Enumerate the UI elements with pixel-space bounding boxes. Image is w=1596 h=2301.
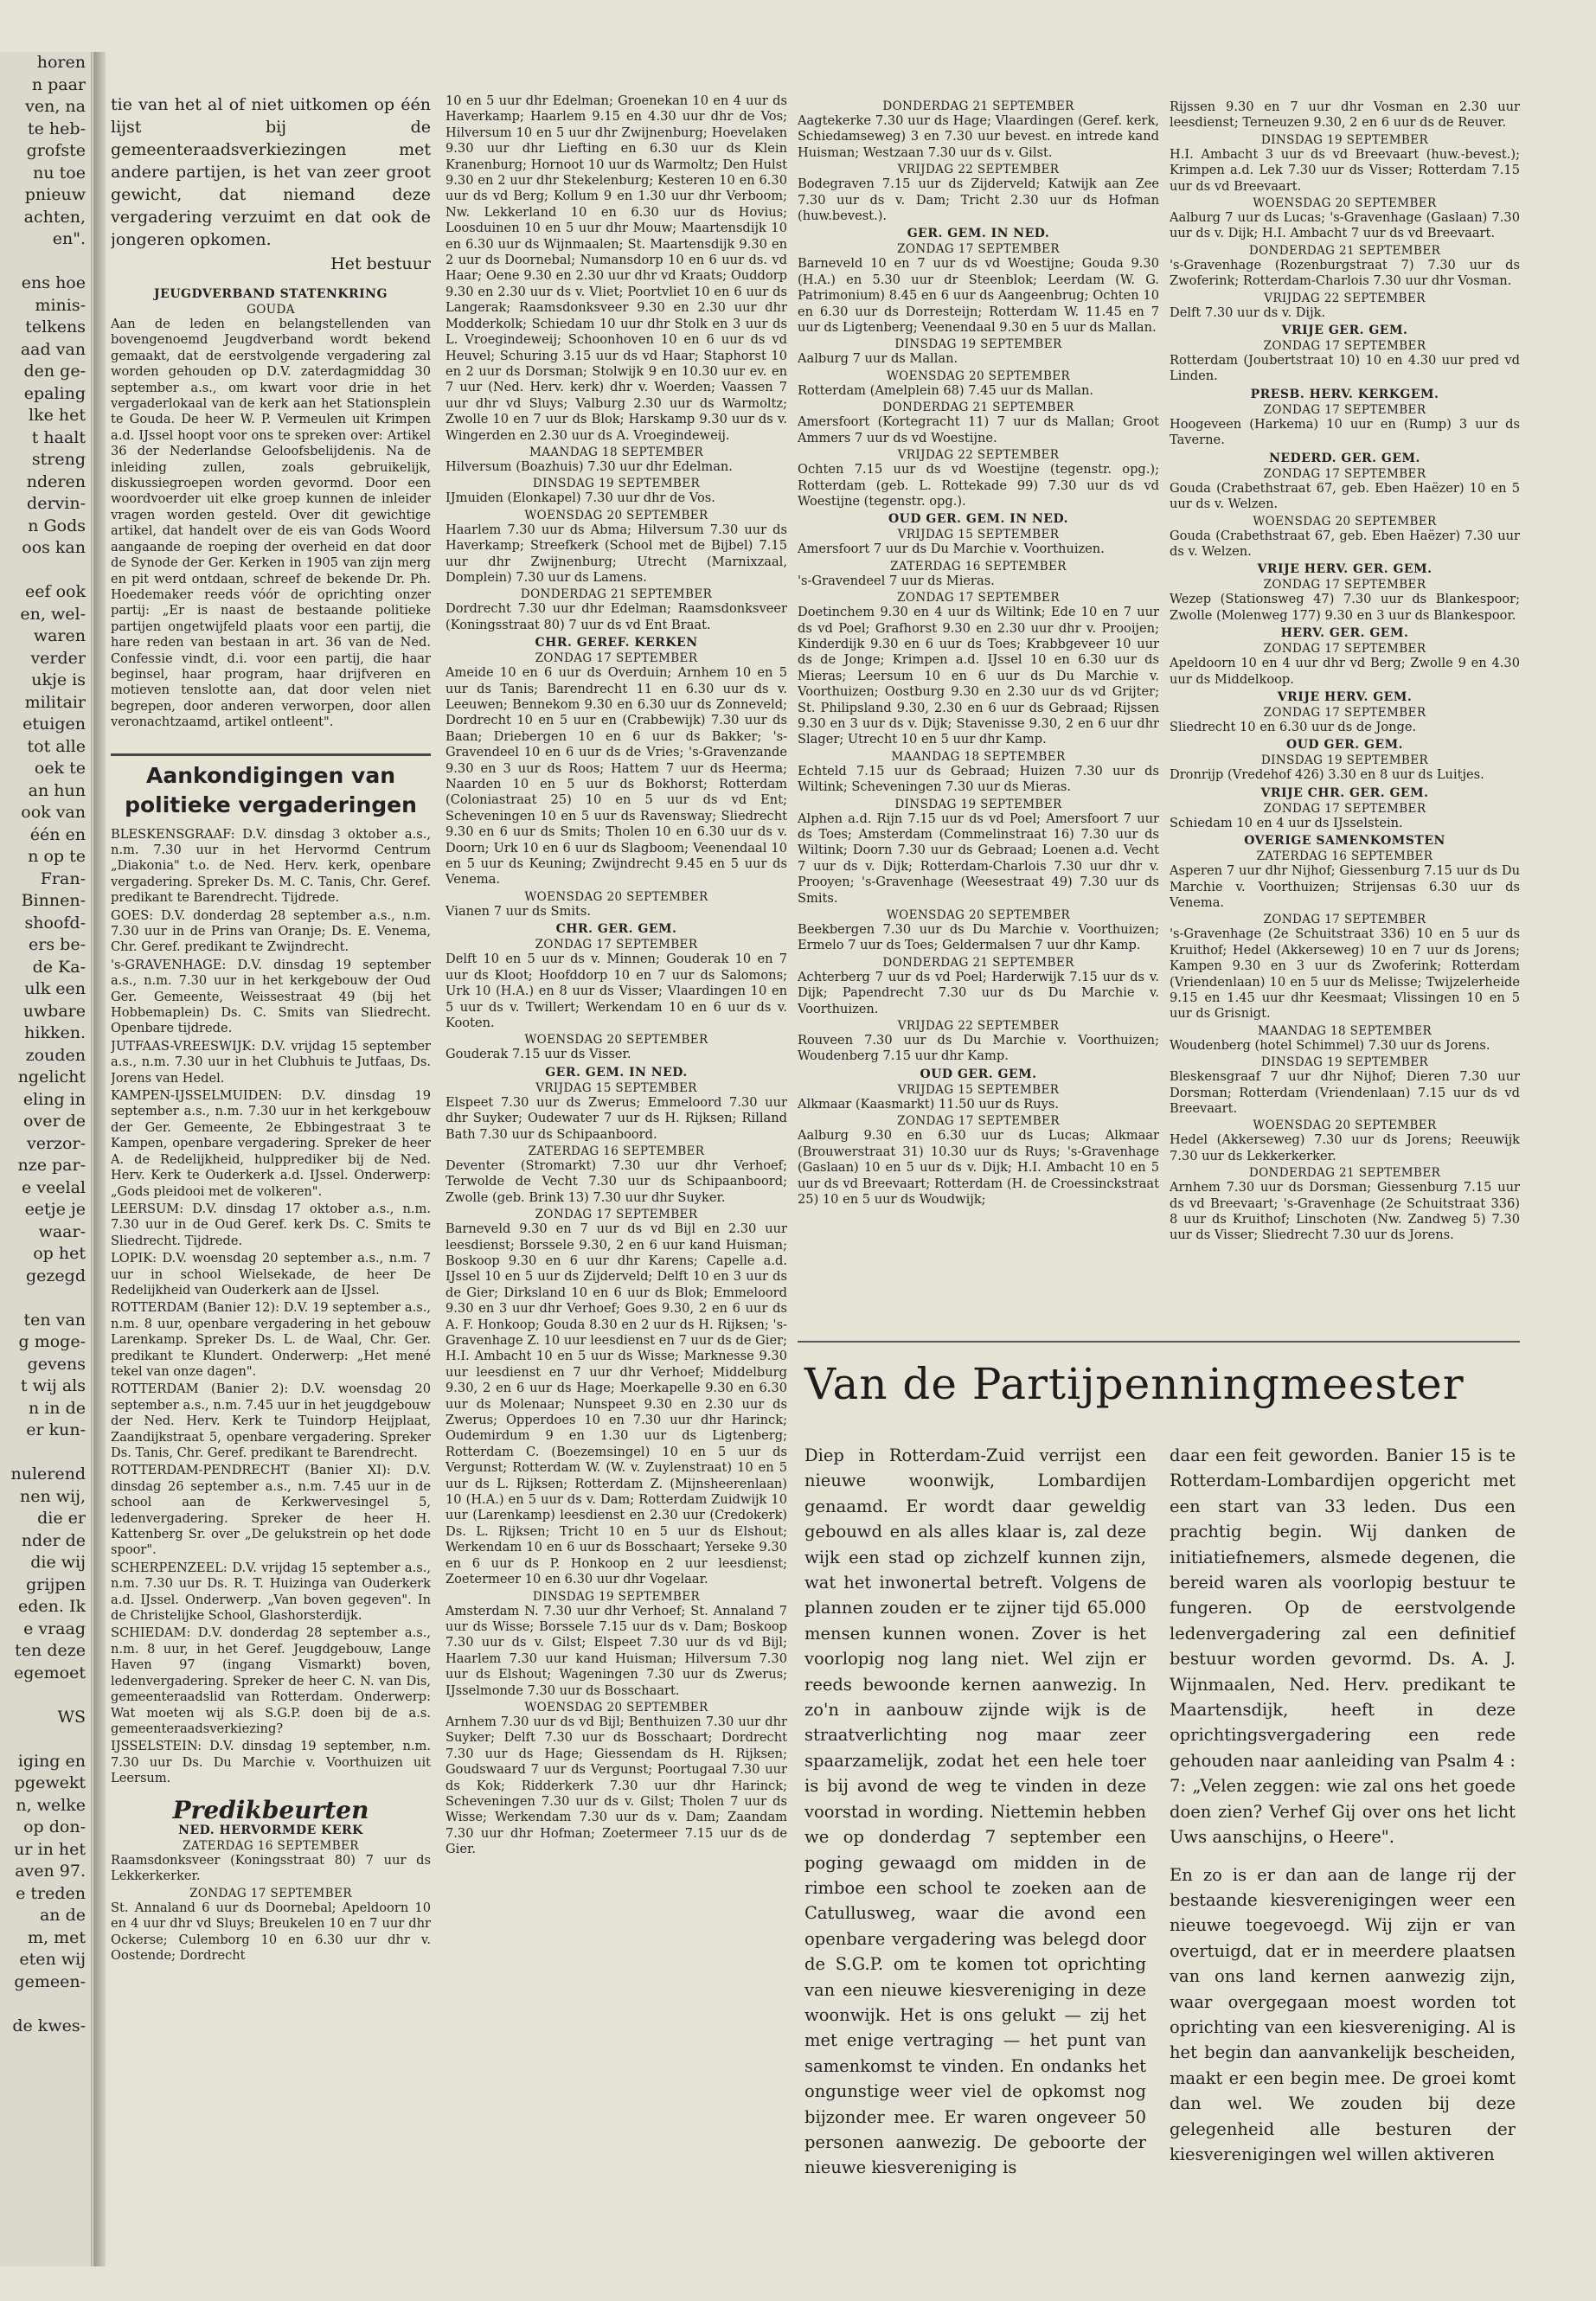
service-listing: Rouveen 7.30 uur ds Du Marchie v. Voorthuizen; Woudenberg 7.15 uur dhr Kamp. (798, 1033, 1159, 1064)
fragment-line: de Ka- (32, 957, 86, 977)
service-listing: Aagtekerke 7.30 uur ds Hage; Vlaardingen (Geref. kerk, Schiedamseweg) 3 en 7.30 uur bevest. en intrede kand Huisman; Westzaan 7.30 uur ds v. Gilst. (798, 113, 1159, 160)
service-listing: Vianen 7 uur ds Smits. (445, 903, 592, 919)
church-heading: NED. HERVORMDE KERK (178, 1823, 363, 1837)
announcement-item: GOES: D.V. donderdag 28 september a.s., n.m. 7.30 uur in de Prins van Oranje; Ds. E. Venema, Chr. Geref. predikant te Zwijndrecht. (111, 907, 431, 955)
service-listing: Amersfoort (Kortegracht 11) 7 uur ds Mallan; Groot Ammers 7 uur ds vd Woestijne. (798, 414, 1159, 445)
fragment-line: Binnen- (21, 891, 86, 910)
day-heading: ZONDAG 17 SEPTEMBER (189, 1886, 352, 1900)
day-heading: WOENSDAG 20 SEPTEMBER (886, 908, 1071, 923)
church-heading: OUD GER. GEM. (1286, 738, 1403, 753)
predikbeurten-col1 (111, 1823, 431, 1964)
day-heading: DINSDAG 19 SEPTEMBER (532, 1589, 701, 1604)
day-heading: ZONDAG 17 SEPTEMBER (535, 938, 698, 952)
fragment-line: eetje je (24, 1200, 86, 1219)
fragment-line: streng (31, 450, 86, 469)
church-heading: CHR. GER. GEM. (555, 922, 677, 937)
fragment-line: eden. Ik (18, 1597, 86, 1616)
day-heading: ZONDAG 17 SEPTEMBER (1263, 642, 1426, 657)
day-heading: WOENSDAG 20 SEPTEMBER (524, 1033, 708, 1048)
service-listing: Dronrijp (Vredehof 426) 3.30 en 8 uur ds Luitjes. (1170, 767, 1484, 783)
fragment-line: waren (33, 626, 86, 645)
fragment-line: ukje is (31, 670, 86, 689)
fragment-line: ens hoe (21, 273, 86, 292)
fragment-line: iging en (17, 1751, 86, 1771)
fragment-line: ten deze (15, 1641, 86, 1660)
aankondigingen-title: Aankondigingen van politieke vergaderingen (111, 753, 431, 820)
fragment-line: grofste (26, 141, 86, 160)
service-listing: Barneveld 9.30 en 7 uur ds vd Bijl en 2.30 uur leesdienst; Borssele 9.30, 2 en 6 uur kand Huisman; Boskoop 9.30 en 6 uur dhr Karens; Capelle a.d. IJssel 10 en 5 uur ds Zijderveld; Delft 10 en 3 uur ds de Gier; Dirksland 10 en 6 uur ds Blok; Emmeloord 9.30 en 3 uur dhr Verhoef; Goes 9.30, 2 en 6 uur ds A. F. Honkoop; Gouda 8.30 en 2 uur ds H. Rijksen; 's-Gravenhage Z. 10 uur leesdienst en 7 uur ds de Gier; H.I. Ambacht 10 en 5 uur ds Wisse; Marknesse 9.30 uur leesdienst en 7 uur dhr Verhoef; Middelburg 9.30, 2 en 6 uur ds Hage; Moerkapelle 9.30 en 6.30 uur ds Molenaar; Nunspeet 9.30 en 2.30 uur ds Zwerus; Opperdoes 10 en 7.30 uur dhr Harinck; Oudemirdum 9 en 1.30 uur ds Ligtenberg; Rotterdam C. (Boezemsingel) 10 en 5 uur ds Vergunst; Rotterdam W. (W. v. Zuylenstraat) 10 en 5 uur ds L. Rijksen; Rotterdam Z. (Mijnsheerenlaan) 10 (H.A.) en 5 uur ds v. Dam; Rotterdam Zuidwijk 10 uur (Larenkamp) leesdienst en 2.30 uur (Credokerk) Ds. L. Rijksen; Tricht 10 en 5 uur ds Elshout; Werkendam 10 en 6 uur ds Bosschaart; Yerseke 9.30 en 6 uur ds P. Honkoop en 2 uur leesdienst; Zoetermeer 10 en 6.30 uur dhr Vogelaar. (445, 1221, 787, 1587)
fragment-line: en". (52, 229, 86, 248)
fragment-line: ulk een (24, 979, 86, 998)
church-heading: HERV. GER. GEM. (1280, 626, 1409, 641)
announcement-item: JUTFAAS-VREESWIJK: D.V. vrijdag 15 september a.s., n.m. 7.30 uur in het Clubhuis te Jutfaas, Ds. Jorens van Hedel. (111, 1038, 431, 1086)
service-listing: Dordrecht 7.30 uur dhr Edelman; Raamsdonksveer (Koningsstraat 80) 7 uur ds vd Ent Braat. (445, 601, 787, 632)
announcement-item: ROTTERDAM (Banier 12): D.V. 19 september a.s., n.m. 8 uur, openbare vergadering in het gebouw Larenkamp. Spreker Ds. L. de Waal, Chr. Ger. predikant te Klundert. Onderwerp: „Het mené tekel van onze dagen". (111, 1300, 431, 1379)
day-heading: ZONDAG 17 SEPTEMBER (1263, 339, 1426, 354)
church-heading: VRIJE CHR. GER. GEM. (1260, 785, 1429, 800)
day-heading: VRIJDAG 22 SEPTEMBER (1264, 291, 1426, 305)
fragment-line: over de (23, 1112, 86, 1131)
fragment-line: ngelicht (17, 1067, 86, 1086)
service-listing: Asperen 7 uur dhr Nijhof; Giessenburg 7.15 uur ds Du Marchie v. Voorthuizen; Strijensas 6.30 uur ds Venema. (1170, 863, 1520, 910)
fragment-line: tot alle (27, 736, 86, 756)
day-heading: WOENSDAG 20 SEPTEMBER (1253, 196, 1437, 211)
fragment-line: pnieuw (24, 185, 86, 204)
service-listing: Ochten 7.15 uur ds vd Woestijne (tegenstr. opg.); Rotterdam (geb. L. Rottekade 99) 7.30 uur ds vd Woestijne (tegenstr. opg.). (798, 462, 1159, 509)
fragment-line: e treden (16, 1883, 86, 1903)
service-listing: Arnhem 7.30 uur ds Dorsman; Giessenburg 7.15 uur ds vd Breevaart; 's-Gravenhage (2e Schuitstraat 336) 8 uur ds Kruithof; Linschoten (Nw. Zandweg 5) 7.30 uur ds Visser; Sliedrecht 7.30 uur ds Jorens. (1170, 1180, 1520, 1243)
fragment-line: dervin- (27, 494, 86, 513)
day-heading: DINSDAG 19 SEPTEMBER (894, 337, 1062, 352)
article-paragraph: daar een feit geworden. Banier 15 is te Rotterdam-Lombardijen opgericht met een start van 33 leden. Dus een prachtig begin. Wij danken de initiatiefnemers, alsmede degenen, die bereid waren als voorlopig bestuur te fungeren. Op de eerstvolgende ledenvergadering zal een definitief bestuur worden gevormd. Ds. A. J. Wijnmaalen, Ned. Herv. predikant te Maartensdijk, heeft in deze oprichtingsvergadering een rede gehouden naar aanleiding van Psalm 4 : 7: „Velen zeggen: wie zal ons het goede doen zien? Verhef Gij over ons het licht Uws aanschijns, o Heere". (1170, 1445, 1516, 1848)
day-heading: ZATERDAG 16 SEPTEMBER (890, 559, 1067, 574)
day-heading: WOENSDAG 20 SEPTEMBER (524, 508, 708, 522)
fragment-line: Fran- (40, 868, 86, 888)
service-listing: Aalburg 9.30 en 6.30 uur ds Lucas; Alkmaar (Brouwerstraat 31) 10.30 uur ds Ruys; 's-Gravenhage (Gaslaan) 10 en 5 uur ds v. Dijk; H.I. Ambacht 10 en 5 uur ds vd Breevaart; Rotterdam (H. de Croessinckstraat 25) 10 en 5 uur ds Woudwijk; (798, 1128, 1159, 1207)
fragment-line: hikken. (24, 1023, 86, 1042)
service-listing: Elspeet 7.30 uur ds Zwerus; Emmeloord 7.30 uur dhr Suyker; Oudewater 7 uur ds H. Rijksen; Rilland Bath 7.30 uur ds Schipaanboord. (445, 1094, 787, 1142)
service-listing: Aalburg 7 uur ds Lucas; 's-Gravenhage (Gaslaan) 7.30 uur ds v. Dijk; H.I. Ambacht 7 uur ds vd Breevaart. (1170, 210, 1520, 241)
day-heading: MAANDAG 18 SEPTEMBER (891, 749, 1066, 764)
fragment-line: lke het (29, 406, 86, 425)
day-heading: VRIJDAG 22 SEPTEMBER (897, 448, 1060, 463)
day-heading: DONDERDAG 21 SEPTEMBER (882, 955, 1074, 970)
day-heading: VRIJDAG 15 SEPTEMBER (897, 528, 1060, 542)
fragment-line: n in de (28, 1398, 86, 1418)
fragment-line: aven 97. (15, 1862, 86, 1881)
fragment-line: g moge- (18, 1332, 86, 1351)
fragment-line (0, 251, 91, 273)
service-listing: Amsterdam N. 7.30 uur dhr Verhoef; St. Annaland 7 uur ds Wisse; Borssele 7.15 uur ds v. Dam; Boskoop 7.30 uur ds v. Gilst; Elspeet 7.30 uur ds vd Bijl; Haarlem 7.30 uur kand Huisman; Hilversum 7.30 uur ds Elshout; Wageningen 7.30 uur ds Zwerus; IJsselmonde 7.30 uur ds Bosschaart. (445, 1603, 787, 1698)
day-heading: DINSDAG 19 SEPTEMBER (1260, 132, 1429, 147)
article-paragraph: En zo is er dan aan de lange rij der bestaande kiesverenigingen weer een nieuwe toegevoegd. Wij zijn er van overtuigd, dat er in meerdere plaatsen van ons land kernen aanwezig zijn, waar overgegaan moest worden tot oprichting van een kiesvereniging. Al is het begin dan aanvankelijk bescheiden, maakt er een begin mee. De groei komt dan wel. We zouden bij deze gelegenheid alle besturen der kiesverenigingen wel willen aktiveren (1170, 1864, 1516, 2164)
article-paragraph: Diep in Rotterdam-Zuid verrijst een nieuwe woonwijk, Lombardijen genaamd. Er wordt daar geweldig gebouwd en als alles klaar is, zal deze wijk een stad op zichzelf kunnen zijn, wat het inwonertal betreft. Volgens de plannen zouden er te zijner tijd 65.000 mensen kunnen wonen. Zover is het voorlopig nog lang niet. Wel zijn er reeds bewoonde kernen aanwezig. In zo'n in aanbouw zijnde wijk is de straatverlichting nog maar zeer spaarzamelijk, zodat het een hele toer is bij avond de weg te vinden in deze voorstad in wording. Niettemin hebben we op donderdag 7 september een poging gewaagd om midden in de rimboe een school te zoeken aan de Catullusweg, waar die avond een openbare vergadering was belegd door de S.G.P. om te komen tot oprichting van een nieuwe kiesvereniging in deze woonwijk. Het is ons gelukt — zij het met enige vertraging — het punt van samenkomst te vinden. En ondanks het ongunstige weer viel de opkomst nog bijzonder mee. Er waren ongeveer 50 personen aanwezig. De geboorte der nieuwe kiesvereniging is (804, 1445, 1146, 2178)
fragment-line: oos kan (22, 538, 86, 557)
service-listing: Gouda (Crabethstraat 67, geb. Eben Haëzer) 7.30 uur ds v. Welzen. (1170, 528, 1520, 559)
day-heading: WOENSDAG 20 SEPTEMBER (1253, 514, 1437, 529)
fragment-line: t haalt (31, 427, 86, 447)
day-heading: ZONDAG 17 SEPTEMBER (1263, 801, 1426, 816)
fragment-line: nze par- (17, 1156, 86, 1175)
announcement-item: 's-GRAVENHAGE: D.V. dinsdag 19 september a.s., n.m. 7.30 uur in het kerkgebouw der Oud Ger. Gemeente, Weissestraat 49 (bij het Hobbemaplein) Ds. C. Smits van Sliedrecht. Openbare tijdrede. (111, 957, 431, 1036)
fragment-line: nderen (26, 471, 86, 491)
fragment-line: waar- (38, 1221, 86, 1241)
fragment-line: m, met (28, 1927, 86, 1947)
day-heading: ZATERDAG 16 SEPTEMBER (183, 1838, 359, 1853)
fragment-line: één en (29, 824, 86, 844)
fragment-line: nder de (21, 1530, 86, 1550)
announcement-list (111, 827, 431, 1787)
day-heading: DONDERDAG 21 SEPTEMBER (882, 401, 1074, 415)
announcement-item: IJSSELSTEIN: D.V. dinsdag 19 september, n.m. 7.30 uur Ds. Du Marchie v. Voorthuizen uit Leersum. (111, 1739, 431, 1786)
jeugdverband-text: Aan de leden en belangstellenden van bovengenoemd Jeugdverband wordt bekend gemaakt, dat de eerstvolgende vergadering zal worden gehouden op D.V. zaterdagmiddag 30 september a.s., om kwart voor drie in het vergaderlokaal van de kerk aan het Stationsplein te Gouda. De heer W. P. Vermeulen uit Krimpen a.d. IJssel hoopt voor ons te spreken over: Artikel 36 der Nederlandse Geloofsbelijdenis. Na de inleiding zullen, zoals gebruikelijk, diskussiegroepen worden gevormd. Door een woordvoerder uit elke groep kunnen de inleider vragen worden gesteld. Over dit gewichtige artikel, dat handelt over de eis van Gods Woord aangaande de roeping der overheid en dat door de Synode der Ger. Kerken in 1905 van zijn merg en pit werd ontdaan, schreef de bekende Dr. Ph. Hoedemaker reeds vóór de oprichting onzer partij: „Er is naast de bestaande politieke partijen ongetwijfeld plaats voor een partij, die hare reden van bestaan in art. 36 van de Ned. Confessie vindt, d.i. voor een partij, die haar beginsel, haar program, haar drijfveren en motieven tenslotte aan, dat door velen niet begrepen, door anderen verworpen, door allen veronachtzaamd, artikel ontleent". (111, 317, 431, 730)
service-listing: Delft 7.30 uur ds v. Dijk. (1170, 304, 1326, 320)
fragment-line (0, 1684, 91, 1707)
service-listing: Deventer (Stromarkt) 7.30 uur dhr Verhoef; Terwolde de Vecht 7.30 uur ds Schipaanboord; Zwolle (geb. Brink 13) 7.30 uur dhr Suyker. (445, 1157, 787, 1205)
fragment-line (0, 1728, 91, 1751)
fragment-line: n op te (28, 847, 86, 866)
day-heading: ZONDAG 17 SEPTEMBER (1263, 402, 1426, 417)
day-heading: ZONDAG 17 SEPTEMBER (897, 591, 1060, 606)
fragment-line: e vraag (23, 1618, 86, 1638)
column-3 (798, 99, 1159, 1336)
fragment-line: zouden (25, 1045, 86, 1065)
fragment-line: epaling (23, 383, 86, 403)
service-listing: Woudenberg (hotel Schimmel) 7.30 uur ds Jorens. (1170, 1037, 1490, 1053)
fragment-line: den ge- (23, 362, 86, 381)
church-heading: OUD GER. GEM. IN NED. (888, 512, 1068, 527)
service-listing: Sliedrecht 10 en 6.30 uur ds de Jonge. (1170, 719, 1417, 734)
service-listing: Wezep (Stationsweg 47) 7.30 uur ds Blankespoor; Zwolle (Molenweg 177) 9.30 en 3 uur ds Blankespoor. (1170, 592, 1520, 623)
fragment-line: de kwes- (12, 2016, 86, 2035)
announcement-item: ROTTERDAM (Banier 2): D.V. woensdag 20 september a.s., n.m. 7.45 uur in het jeugdgebouw der Ned. Herv. Kerk te Tuindorp Heijplaat, Zaandijkstraat 5, openbare vergadering. Spreker Ds. Tanis, Chr. Geref. predikant te Barendrecht. (111, 1381, 431, 1460)
column-1 (111, 93, 431, 2256)
predikbeurten-title: Predikbeurten (172, 1795, 369, 1824)
service-listing: Doetinchem 9.30 en 4 uur ds Wiltink; Ede 10 en 7 uur ds vd Poel; Grafhorst 9.30 en 2.30 uur dhr v. Prooijen; Kinderdijk 9.30 en 6 uur ds Toes; Krabbgeveer 10 uur ds de Jonge; Krimpen a.d. IJssel 10 en 6.30 uur ds Mieras; Leersum 10 en 6 uur ds Du Marchie v. Voorthuizen; Oostburg 9.30 en 2.30 uur ds vd Grijter; St. Philipsland 9.30, 2.30 en 6 uur ds Gebraad; Rijssen 9.30 en 3 uur ds v. Dijk; Stavenisse 9.30, 2 en 6 uur dhr Slager; Utrecht 10 en 5 uur dhr Kamp. (798, 605, 1159, 747)
service-listing: 's-Gravendeel 7 uur ds Mieras. (798, 573, 995, 588)
fragment-line: pgewekt (14, 1773, 86, 1792)
day-heading: VRIJDAG 22 SEPTEMBER (897, 163, 1060, 177)
church-heading: GER. GEM. IN NED. (545, 1065, 688, 1080)
church-heading: OUD GER. GEM. (920, 1067, 1037, 1081)
service-listing: Gouderak 7.15 uur ds Visser. (445, 1047, 631, 1062)
day-heading: ZONDAG 17 SEPTEMBER (897, 1114, 1060, 1129)
article-column-a (804, 1443, 1146, 2273)
fragment-line: gezegd (26, 1266, 86, 1285)
day-heading: DONDERDAG 21 SEPTEMBER (1248, 243, 1441, 258)
article-column-b (1170, 1443, 1516, 2273)
service-listing: H.I. Ambacht 3 uur ds vd Breevaart (huw.-bevest.); Krimpen a.d. Lek 7.30 uur ds Visser; Rotterdam 7.15 uur ds vd Breevaart. (1170, 146, 1520, 194)
fragment-line: op het (33, 1244, 86, 1263)
fragment-line: die wij (30, 1553, 86, 1572)
announcement-item: BLESKENSGRAAF: D.V. dinsdag 3 oktober a.s., n.m. 7.30 uur in het Hervormd Centrum „Diakonia" t.o. de Ned. Herv. kerk, openbare vergadering. Spreker Ds. M. C. Tanis, Chr. Geref. predikant te Barendrecht. Tijdrede. (111, 826, 431, 906)
fragment-line: verder (30, 648, 86, 668)
fragment-line: telkens (25, 317, 86, 336)
jeugdverband-title: JEUGDVERBAND STATENKRING (154, 287, 388, 301)
fragment-line: n paar (31, 74, 86, 94)
partijpenningmeester-title: Van de Partijpenningmeester (804, 1359, 1465, 1409)
announcement-item: LOPIK: D.V. woensdag 20 september a.s., n.m. 7 uur in school Wielsekade, de heer De Redelijkheid van Ouderkerk aan de IJssel. (111, 1251, 431, 1298)
fragment-line: ur in het (14, 1839, 86, 1859)
adjacent-page-fragment (0, 52, 93, 2266)
fragment-line: eten wij (19, 1950, 86, 1969)
church-heading: NEDERD. GER. GEM. (1269, 451, 1420, 465)
fragment-line: ten van (23, 1310, 86, 1330)
church-heading: CHR. GEREF. KERKEN (535, 636, 698, 651)
service-listing: 10 en 5 uur dhr Edelman; Groenekan 10 en 4 uur ds Haverkamp; Haarlem 9.15 en 4.30 uur dhr de Vos; Hilversum 10 en 5 uur dhr Zwijnenburg; Hoevelaken 9.30 uur dhr Liefting en 6.30 uur ds Klein Kranenburg; Hornoot 10 uur ds Warmoltz; Den Hulst 9.30 en 2 uur dhr Stekelenburg; Kesteren 10 en 6.30 uur ds vd Berg; Kollum 9 en 1.30 uur dhr Verboom; Nw. Lekkerland 10 en 6.30 uur ds Hovius; Loosduinen 10 en 5 uur dhr Mouw; Maartensdijk 10 en 6.30 uur ds Wijnmaalen; St. Maartensdijk 9.30 en 2 uur ds Doornebal; Numansdorp 10 en 6 uur ds. vd Haar; Oene 9.30 en 2.30 uur dhr vd Kraats; Ouddorp 9.30 en 2.30 uur ds v. Vliet; Poortvliet 10 en 6 uur ds Langerak; Raamsdonksveer 9.30 en 2.30 uur dhr Modderkolk; Schiedam 10 uur dhr Stolk en 3 uur ds L. Vroegindeweij; Schoonhoven 10 en 6 uur ds vd Heuvel; Schuring 3.15 uur ds vd Haar; Staphorst 10 en 2 uur ds Dorsman; Stolwijk 9 en 10.30 uur ev. en 7 uur (Ned. Herv. kerk) dhr v. Woerden; Vaassen 7 uur dhr vd Sluys; Valburg 2.30 uur ds Warmoltz; Zwolle 10 en 7 uur ds Blok; Harskamp 9.30 uur ds v. Wingerden en 2.30 uur ds A. Vroegindeweij. (445, 93, 787, 443)
service-listing: 's-Gravenhage (Rozenburgstraat 7) 7.30 uur ds Zwoferink; Rotterdam-Charlois 7.30 uur dhr Vosman. (1170, 257, 1520, 289)
day-heading: DINSDAG 19 SEPTEMBER (894, 797, 1062, 811)
fragment-line: te heb- (28, 119, 86, 138)
fragment-line (0, 560, 91, 582)
fragment-line: oek te (34, 759, 86, 778)
service-listing: St. Annaland 6 uur ds Doornebal; Apeldoorn 10 en 4 uur dhr vd Sluys; Breukelen 10 en 7 uur dhr Ockerse; Culemborg 10 en 6.30 uur dhr v. Oostende; Dordrecht (111, 1900, 431, 1963)
service-listing: Alphen a.d. Rijn 7.15 uur ds vd Poel; Amersfoort 7 uur ds Toes; Amsterdam (Commelinstraat 16) 7.30 uur ds Wiltink; Doorn 7.30 uur ds Gebraad; Loenen a.d. Vecht 7 uur ds v. Dijk; Rotterdam-Charlois 7.30 uur dhr v. Prooyen; 's-Gravenhage (Weesestraat 49) 7.30 uur ds Smits. (798, 811, 1159, 906)
fragment-line: minis- (35, 295, 86, 315)
day-heading: ZONDAG 17 SEPTEMBER (897, 242, 1060, 257)
service-listing: Delft 10 en 5 uur ds v. Minnen; Gouderak 10 en 7 uur ds Kloot; Hoofddorp 10 en 7 uur ds Salomons; Urk 10 (H.A.) en 8 uur ds Visser; Vlaardingen 10 en 5 uur ds v. Twillert; Werkendam 10 en 6 uur ds v. Kooten. (445, 952, 787, 1030)
fragment-line: gevens (27, 1354, 86, 1374)
fragment-line (0, 1993, 91, 2016)
church-heading: VRIJE GER. GEM. (1281, 324, 1408, 338)
service-listing: Amersfoort 7 uur ds Du Marchie v. Voorthuizen. (798, 542, 1105, 557)
service-listing: Bodegraven 7.15 uur ds Zijderveld; Katwijk aan Zee 7.30 uur ds v. Dam; Tricht 2.30 uur ds Hofman (huw.bevest.). (798, 176, 1159, 224)
day-heading: WOENSDAG 20 SEPTEMBER (1253, 1118, 1437, 1133)
service-listing: Apeldoorn 10 en 4 uur dhr vd Berg; Zwolle 9 en 4.30 uur ds Middelkoop. (1170, 656, 1520, 687)
fragment-line: grijpen (26, 1574, 86, 1594)
day-heading: DINSDAG 19 SEPTEMBER (1260, 1055, 1429, 1070)
fragment-line: ook van (21, 803, 86, 822)
day-heading: WOENSDAG 20 SEPTEMBER (524, 889, 708, 904)
section-rule (798, 1341, 1520, 1343)
service-listing: Hedel (Akkerseweg) 7.30 uur ds Jorens; Reeuwijk 7.30 uur ds Lekkerkerker. (1170, 1132, 1520, 1163)
service-listing: Hoogeveen (Harkema) 10 uur en (Rump) 3 uur ds Taverne. (1170, 416, 1520, 448)
church-heading: VRIJE HERV. GEM. (1277, 689, 1413, 704)
fragment-line: e veelal (22, 1177, 86, 1197)
church-heading: GER. GEM. IN NED. (907, 227, 1050, 241)
service-listing: Hilversum (Boazhuis) 7.30 uur dhr Edelman. (445, 458, 733, 474)
day-heading: VRIJDAG 15 SEPTEMBER (897, 1082, 1060, 1097)
day-heading: ZATERDAG 16 SEPTEMBER (528, 1144, 705, 1158)
service-listing: Aalburg 7 uur ds Mallan. (798, 351, 958, 367)
service-listing: Beekbergen 7.30 uur ds Du Marchie v. Voorthuizen; Ermelo 7 uur ds Toes; Geldermalsen 7 uur dhr Kamp. (798, 922, 1159, 953)
day-heading: MAANDAG 18 SEPTEMBER (529, 445, 704, 459)
day-heading: DONDERDAG 21 SEPTEMBER (1248, 1166, 1441, 1181)
fragment-line: verzor- (26, 1133, 86, 1153)
day-heading: MAANDAG 18 SEPTEMBER (1257, 1023, 1433, 1038)
day-heading: ZATERDAG 16 SEPTEMBER (1256, 849, 1433, 864)
fragment-line: nu toe (33, 163, 86, 183)
fragment-line: gemeen- (14, 1971, 86, 1991)
service-listing: Gouda (Crabethstraat 67, geb. Eben Haëzer) 10 en 5 uur ds v. Welzen. (1170, 480, 1520, 512)
service-listing: Bleskensgraaf 7 uur dhr Nijhof; Dieren 7.30 uur Dorsman; Rotterdam (Vriendenlaan) 7.15 uur ds vd Breevaart. (1170, 1069, 1520, 1117)
fragment-line: en, wel- (20, 604, 86, 624)
announcement-item: KAMPEN-IJSSELMUIDEN: D.V. dinsdag 19 september a.s., n.m. 7.30 uur in het kerkgebouw der Ger. Gemeente, 2e Ebbingestraat 3 te Kampen, openbare vergadering. Spreker de heer A. de Redelijkheid, hulpprediker bij de Ned. Herv. Kerk te Ouderkerk a.d. IJssel. Onderwerp: „Gods pleidooi met de volkeren". (111, 1088, 431, 1199)
fragment-line: t wij als (20, 1376, 86, 1395)
fragment-line: eling in (22, 1089, 86, 1109)
fragment-line: n Gods (28, 516, 86, 535)
day-heading: ZONDAG 17 SEPTEMBER (1263, 578, 1426, 593)
fragment-line: er kun- (26, 1420, 86, 1439)
intro-paragraph (111, 93, 431, 275)
service-listing: 's-Gravenhage (2e Schuitstraat 336) 10 en 5 uur ds Kruithof; Hedel (Akkerseweg) 10 en 7 uur ds Jorens; Kampen 9.30 en 3 uur ds Zwoferink; Rotterdam (Vriendenlaan) 10 en 5 uur ds Melisse; Twijzelerheide 9.15 en 1.45 uur dhr Keesmaat; Vlissingen 10 en 5 uur ds Grisnigt. (1170, 926, 1520, 1022)
day-heading: ZONDAG 17 SEPTEMBER (1263, 913, 1426, 927)
service-listing: Raamsdonksveer (Koningsstraat 80) 7 uur ds Lekkerkerker. (111, 1852, 431, 1884)
fragment-line: op don- (23, 1817, 86, 1836)
church-heading: PRESB. HERV. KERKGEM. (1250, 387, 1439, 401)
column-4 (1170, 99, 1520, 1432)
announcement-item: LEERSUM: D.V. dinsdag 17 oktober a.s., n.m. 7.30 uur in de Oud Geref. kerk Ds. C. Smits te Sliedrecht. Tijdrede. (111, 1201, 431, 1248)
service-listing: Haarlem 7.30 uur ds Abma; Hilversum 7.30 uur ds Haverkamp; Streefkerk (School met de Bijbel) 7.15 uur dhr Zwijnenburg; Utrecht (Marnixzaal, Domplein) 7.30 uur ds Lamens. (445, 522, 787, 585)
fragment-line: WS (57, 1707, 86, 1727)
service-listing: Rotterdam (Joubertstraat 10) 10 en 4.30 uur pred vd Linden. (1170, 353, 1520, 384)
service-listing: Achterberg 7 uur ds vd Poel; Harderwijk 7.15 uur ds v. Dijk; Papendrecht 7.30 uur ds Du Marchie v. Voorthuizen. (798, 969, 1159, 1016)
announcement-item: ROTTERDAM-PENDRECHT (Banier XI): D.V. dinsdag 26 september a.s., n.m. 7.45 uur in de school aan de Kerkwervesingel 5, ledenvergadering. Spreker de heer H. Kattenberg Sr. over „De gelukstrein op het dode spoor". (111, 1463, 431, 1558)
fragment-line: egemoet (14, 1663, 86, 1682)
day-heading: ZONDAG 17 SEPTEMBER (535, 1208, 698, 1222)
announcement-item: SCHIEDAM: D.V. donderdag 28 september a.s., n.m. 8 uur, in het Geref. Jeugdgebouw, Lange Haven 97 (ingang Vismarkt) boven, ledenvergadering. Spreker de heer C. N. van Dis, gemeenteraadslid van Rotterdam. Onderwerp: Wat moeten wij als S.G.P. doen bij de a.s. gemeenteraadsverkiezing? (111, 1625, 431, 1736)
day-heading: DINSDAG 19 SEPTEMBER (1260, 753, 1429, 768)
fragment-line: die er (37, 1509, 86, 1528)
day-heading: ZONDAG 17 SEPTEMBER (1263, 705, 1426, 720)
announcement-item: SCHERPENZEEL: D.V. vrijdag 15 september a.s., n.m. 7.30 uur Ds. R. T. Huizinga van Ouderkerk a.d. IJssel. Onderwerp. „Van boven gegeven". In de Christelijke School, Glashorsterdijk. (111, 1560, 431, 1624)
fragment-line: etuigen (22, 715, 86, 734)
fragment-line: an de (39, 1906, 86, 1925)
column-2 (445, 93, 787, 2239)
fragment-line: uwbare (22, 1001, 86, 1021)
service-listing: Alkmaar (Kaasmarkt) 11.50 uur ds Ruys. (798, 1096, 1060, 1112)
church-heading: VRIJE HERV. GER. GEM. (1257, 562, 1433, 577)
service-listing: Ameide 10 en 6 uur ds Overduin; Arnhem 10 en 5 uur ds Tanis; Barendrecht 11 en 6.30 uur ds v. Leeuwen; Bennekom 9.30 en 6.30 uur ds Zonneveld; Dordrecht 10 en 5 uur en (Crabbewijk) 7.30 uur ds Baan; Driebergen 10 en 6 uur ds Bakker; 's-Gravendeel 10 en 6 uur ds de Vries; 's-Gravenzande 9.30 en 3 uur ds Roos; Hattem 7 uur ds Heerma; Naarden 10 en 5 uur ds Bokhorst; Rotterdam (Coloniastraat 25) 10 en 5 uur ds vd Ent; Scheveningen 10 en 5 uur ds Ravensway; Sliedrecht 9.30 en 6 uur ds Smits; Tholen 10 en 6.30 uur ds v. Doorn; Urk 10 en 6 uur ds Slagboom; Veenendaal 10 en 5 uur ds Keuning; Zwijndrecht 9.45 en 5 uur ds Venema. (445, 665, 787, 888)
fragment-line: nulerend (10, 1465, 86, 1484)
service-listing: Rijssen 9.30 en 7 uur dhr Vosman en 2.30 uur leesdienst; Terneuzen 9.30, 2 en 6 uur ds de Reuver. (1170, 99, 1520, 131)
service-listing: Arnhem 7.30 uur ds vd Bijl; Benthuizen 7.30 uur dhr Suyker; Delft 7.30 uur ds Bosschaart; Dordrecht 7.30 uur ds Hage; Giessendam ds H. Rijksen; Goudswaard 7 uur ds Vergunst; Poortugaal 7.30 uur ds Kok; Ridderkerk 7.30 uur dhr Harinck; Scheveningen 7.30 uur ds v. Gilst; Tholen 7 uur ds Wisse; Werkendam 7.30 uur ds v. Dam; Zaandam 7.30 uur dhr Hofman; Zoetermeer 7.15 uur ds de Gier. (445, 1714, 787, 1857)
fragment-line: n, welke (16, 1795, 86, 1815)
fragment-line: achten, (23, 207, 86, 227)
jeugdverband-subtitle: GOUDA (247, 303, 295, 317)
fragment-line (0, 1287, 91, 1310)
intro-text: tie van het al of niet uitkomen op één lijst bij de gemeenteraadsverkiezingen met andere partijen, is het van zeer groot gewicht, dat niemand deze vergadering verzuimt en dat ook de jongeren opkomen. (111, 95, 431, 249)
day-heading: VRIJDAG 22 SEPTEMBER (897, 1019, 1060, 1034)
day-heading: WOENSDAG 20 SEPTEMBER (524, 1700, 708, 1715)
fragment-line: aad van (20, 339, 86, 359)
day-heading: DONDERDAG 21 SEPTEMBER (882, 99, 1074, 113)
page-gutter (93, 52, 106, 2266)
fragment-line: eef ook (25, 582, 86, 601)
day-heading: DONDERDAG 21 SEPTEMBER (520, 587, 713, 602)
fragment-line: horen (36, 53, 86, 72)
service-listing: Echteld 7.15 uur ds Gebraad; Huizen 7.30 uur ds Wiltink; Scheveningen 7.30 uur ds Mieras. (798, 763, 1159, 795)
fragment-line: nen wij, (19, 1486, 86, 1506)
day-heading: DINSDAG 19 SEPTEMBER (532, 477, 701, 491)
fragment-line: an hun (28, 780, 86, 800)
fragment-line: shoofd- (24, 913, 86, 933)
fragment-line: ven, na (25, 97, 86, 116)
fragment-line (0, 1442, 91, 1465)
day-heading: ZONDAG 17 SEPTEMBER (1263, 466, 1426, 481)
day-heading: VRIJDAG 15 SEPTEMBER (535, 1080, 697, 1095)
church-heading: OVERIGE SAMENKOMSTEN (1244, 834, 1445, 849)
day-heading: WOENSDAG 20 SEPTEMBER (886, 369, 1071, 383)
intro-signature: Het bestuur (330, 254, 431, 273)
service-listing: Barneveld 10 en 7 uur ds vd Woestijne; Gouda 9.30 (H.A.) en 5.30 uur dr Steenblok; Leerdam (W. G. Patrimonium) 8.45 en 6 uur ds Aangeenbrug; Ochten 10 en 6.30 uur ds Dorresteijn; Rotterdam W. 11.45 en 7 uur ds Ligtenberg; Veenendaal 9.30 en 5 uur ds Mallan. (798, 256, 1159, 336)
service-listing: IJmuiden (Elonkapel) 7.30 uur dhr de Vos. (445, 490, 715, 506)
day-heading: ZONDAG 17 SEPTEMBER (535, 651, 698, 666)
fragment-line: militair (24, 692, 86, 712)
fragment-line: ers be- (29, 935, 86, 954)
service-listing: Rotterdam (Amelplein 68) 7.45 uur ds Mallan. (798, 382, 1093, 398)
service-listing: Schiedam 10 en 4 uur ds IJsselstein. (1170, 815, 1403, 830)
